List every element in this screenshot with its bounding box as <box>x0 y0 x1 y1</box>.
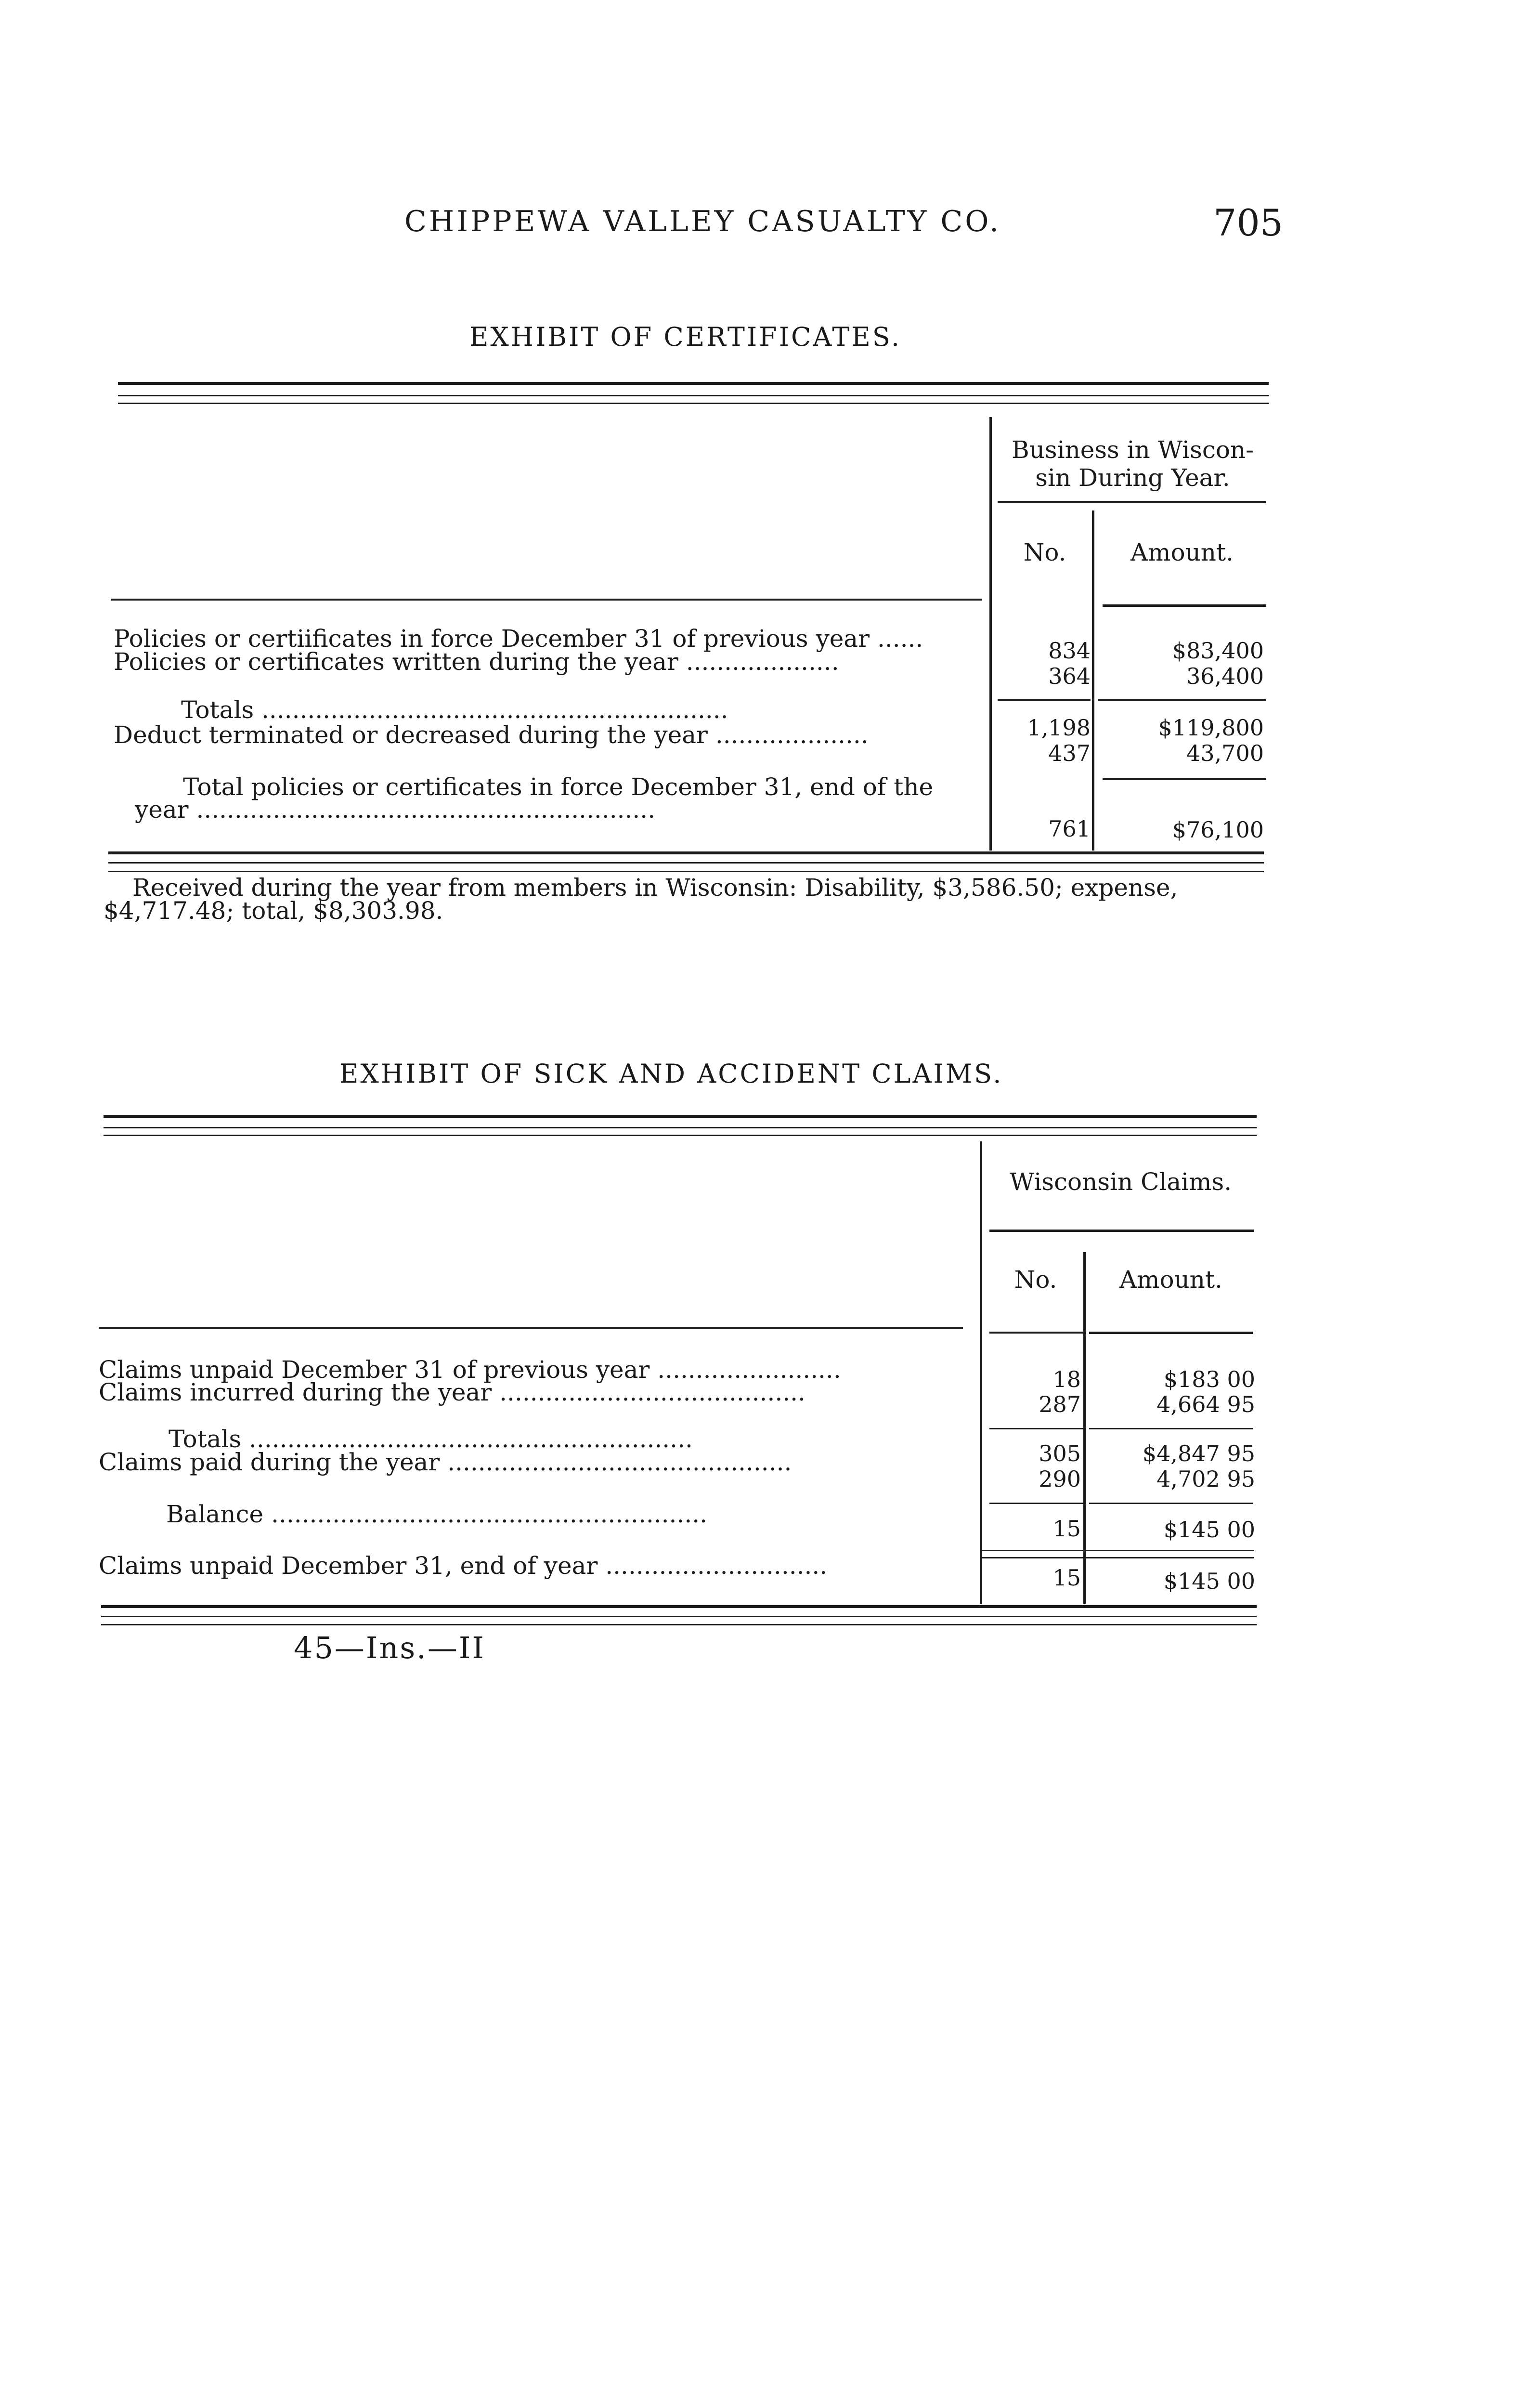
cell-no: 364 <box>1048 663 1091 689</box>
cell-no: 18 <box>1052 1366 1081 1392</box>
col-no-header: No. <box>1014 1266 1057 1294</box>
cell-no: 1,198 <box>1027 715 1091 741</box>
rule <box>998 699 1091 701</box>
rule <box>1089 1503 1253 1504</box>
rule <box>989 1428 1083 1429</box>
cell-no: 15 <box>1052 1565 1081 1591</box>
cell-amount: 4,702 95 <box>1156 1466 1255 1492</box>
rule <box>101 1624 1257 1625</box>
table-row-label: Claims incurred during the year ........................................ <box>99 1378 805 1406</box>
rule <box>989 1503 1083 1504</box>
cell-no: 761 <box>1048 816 1091 842</box>
cell-amount: $4,847 95 <box>1142 1440 1255 1466</box>
printer-signature: 45—Ins.—II <box>294 1630 485 1665</box>
column-divider <box>980 1141 982 1604</box>
cell-no: 834 <box>1048 638 1091 664</box>
rule <box>982 1557 1254 1558</box>
table-row-label: Policies or certificates written during the year .................... <box>114 648 839 676</box>
running-title: CHIPPEWA VALLEY CASUALTY CO. <box>404 205 1001 238</box>
rule <box>989 1332 1083 1334</box>
cell-amount: $145 00 <box>1163 1517 1255 1543</box>
col-amount-header: Amount. <box>1130 538 1234 566</box>
rule <box>1103 778 1266 780</box>
cell-amount: 36,400 <box>1186 663 1264 689</box>
col-no-header: No. <box>1023 538 1066 566</box>
cell-no: 15 <box>1052 1516 1081 1542</box>
rule <box>108 851 1264 854</box>
col-amount-header: Amount. <box>1119 1266 1222 1294</box>
rule <box>118 395 1269 396</box>
rule <box>101 1616 1257 1617</box>
table-row-label: year ............................................................ <box>135 796 656 824</box>
cell-no: 305 <box>1039 1440 1081 1466</box>
certificates-title: EXHIBIT OF CERTIFICATES. <box>469 322 902 352</box>
column-divider <box>1092 510 1094 851</box>
receipts-note-line1: Received during the year from members in Wisconsin: Disability, $3,586.50; expense, <box>132 874 1178 902</box>
table-row-label: Deduct terminated or decreased during the year .................... <box>114 721 869 749</box>
rule <box>1098 699 1266 701</box>
claims-title: EXHIBIT OF SICK AND ACCIDENT CLAIMS. <box>339 1059 1003 1089</box>
cell-no: 287 <box>1039 1391 1081 1417</box>
table-row-label: Claims paid during the year ............................................. <box>99 1448 792 1476</box>
page-number: 705 <box>1213 201 1284 244</box>
table-row-label: Claims unpaid December 31 of previous year ........................ <box>99 1356 841 1384</box>
cell-amount: 43,700 <box>1186 740 1264 766</box>
rule <box>118 382 1269 385</box>
cell-amount: $145 00 <box>1163 1568 1255 1594</box>
table-row-label: Policies or certiificates in force December 31 of previous year ...... <box>114 625 923 653</box>
table-row-label: Total policies or certificates in force December 31, end of the <box>183 773 934 801</box>
rule <box>108 862 1264 864</box>
rule <box>1089 1332 1253 1334</box>
rule <box>104 1135 1257 1136</box>
table-row-label: Totals ............................................................. <box>181 696 728 724</box>
rule <box>99 1327 963 1329</box>
column-divider <box>989 417 992 851</box>
cell-amount: 4,664 95 <box>1156 1391 1255 1417</box>
receipts-note-line2: $4,717.48; total, $8,303.98. <box>104 897 443 925</box>
cell-amount: $83,400 <box>1172 638 1264 664</box>
cell-amount: $76,100 <box>1172 817 1264 843</box>
cell-amount: $183 00 <box>1163 1366 1255 1392</box>
rule <box>118 403 1269 404</box>
group-header: Wisconsin Claims. <box>1009 1168 1232 1196</box>
rule <box>104 1115 1257 1118</box>
rule <box>989 1230 1254 1232</box>
rule <box>1089 1428 1253 1429</box>
rule <box>982 1550 1254 1551</box>
group-header: Business in Wiscon- sin During Year. <box>1011 436 1254 492</box>
table-row-label: Totals .......................................................... <box>169 1425 693 1453</box>
table-row-label: Balance ......................................................... <box>166 1500 707 1528</box>
cell-no: 437 <box>1048 740 1091 766</box>
table-row-label: Claims unpaid December 31, end of year ............................. <box>99 1552 828 1580</box>
rule <box>1103 604 1266 607</box>
rule <box>101 1605 1257 1608</box>
rule <box>104 1127 1257 1128</box>
cell-amount: $119,800 <box>1158 715 1264 741</box>
rule <box>108 871 1264 872</box>
rule <box>111 599 982 601</box>
cell-no: 290 <box>1039 1466 1081 1492</box>
rule <box>998 501 1266 503</box>
